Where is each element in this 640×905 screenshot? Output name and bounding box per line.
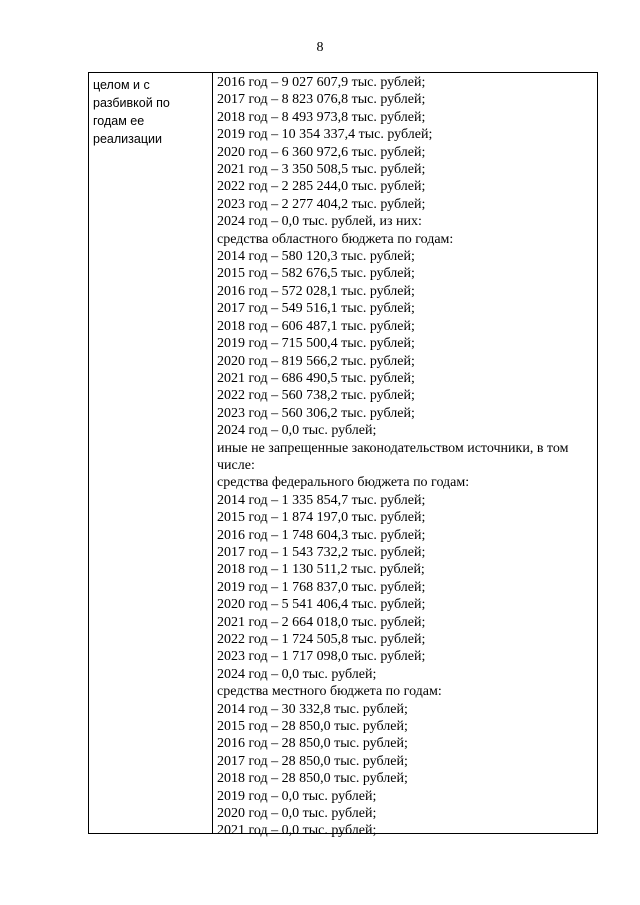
- value-line: 2014 год – 1 335 854,7 тыс. рублей;: [217, 492, 426, 508]
- value-line: 2016 год – 1 748 604,3 тыс. рублей;: [217, 527, 426, 543]
- value-line: 2022 год – 1 724 505,8 тыс. рублей;: [217, 632, 426, 647]
- value-line: 2020 год – 5 541 406,4 тыс. рублей;: [217, 597, 426, 613]
- value-line: 2020 год – 819 566,2 тыс. рублей;: [217, 353, 415, 369]
- value-line: 2019 год – 10 354 337,4 тыс. рублей;: [217, 127, 433, 143]
- value-line: 2021 год – 2 664 018,0 тыс. рублей;: [217, 614, 426, 630]
- value-line: 2020 год – 0,0 тыс. рублей;: [217, 806, 377, 822]
- funding-table: [88, 72, 598, 839]
- value-line: 2016 год – 572 028,1 тыс. рублей;: [217, 283, 415, 299]
- value-line: 2023 год – 560 306,2 тыс. рублей;: [217, 405, 415, 421]
- value-line: 2021 год – 686 490,5 тыс. рублей;: [217, 370, 415, 386]
- value-line: 2018 год – 1 130 511,2 тыс. рублей;: [217, 562, 425, 578]
- value-line: 2018 год – 28 850,0 тыс. рублей;: [217, 771, 408, 787]
- section-heading: средства местного бюджета по годам:: [217, 684, 442, 700]
- value-line: 2021 год – 3 350 508,5 тыс. рублей;: [217, 162, 426, 178]
- label-line: целом и с: [93, 78, 150, 92]
- label-line: годам ее: [93, 114, 145, 128]
- table-label-cell: [89, 73, 213, 833]
- value-line: 2017 год – 8 823 076,8 тыс. рублей;: [217, 92, 426, 108]
- value-line: 2019 год – 1 768 837,0 тыс. рублей;: [217, 579, 426, 595]
- value-line: 2021 год – 0,0 тыс. рублей;: [217, 823, 377, 839]
- value-line: 2015 год – 28 850,0 тыс. рублей;: [217, 719, 408, 735]
- table-value-cell: [213, 73, 597, 839]
- value-line: 2024 год – 0,0 тыс. рублей;: [217, 666, 377, 682]
- value-line: 2015 год – 582 676,5 тыс. рублей;: [217, 266, 415, 282]
- value-line: 2018 год – 606 487,1 тыс. рублей;: [217, 318, 415, 334]
- value-line: 2017 год – 549 516,1 тыс. рублей;: [217, 301, 415, 317]
- value-line: 2023 год – 1 717 098,0 тыс. рублей;: [217, 649, 426, 665]
- value-line: 2016 год – 28 850,0 тыс. рублей;: [217, 736, 408, 752]
- value-line: 2019 год – 0,0 тыс. рублей;: [217, 788, 377, 804]
- value-line: 2017 год – 28 850,0 тыс. рублей;: [217, 753, 408, 769]
- value-line: 2015 год – 1 874 197,0 тыс. рублей;: [217, 510, 426, 526]
- value-line: 2020 год – 6 360 972,6 тыс. рублей;: [217, 144, 426, 160]
- value-line: 2018 год – 8 493 973,8 тыс. рублей;: [217, 109, 426, 125]
- value-line: 2024 год – 0,0 тыс. рублей, из них:: [217, 214, 422, 230]
- value-line: 2014 год – 580 120,3 тыс. рублей;: [217, 249, 415, 265]
- section-heading: средства областного бюджета по годам:: [217, 231, 454, 247]
- value-line: 2017 год – 1 543 732,2 тыс. рублей;: [217, 544, 426, 560]
- value-line: 2022 год – 560 738,2 тыс. рублей;: [217, 388, 415, 404]
- label-line: реализации: [93, 132, 162, 146]
- section-heading: средства федерального бюджета по годам:: [217, 475, 470, 491]
- value-line: 2022 год – 2 285 244,0 тыс. рублей;: [217, 179, 426, 195]
- value-line: 2019 год – 715 500,4 тыс. рублей;: [217, 336, 415, 352]
- value-line: 2016 год – 9 027 607,9 тыс. рублей;: [217, 75, 426, 90]
- label-line: разбивкой по: [93, 96, 170, 110]
- value-line: 2014 год – 30 332,8 тыс. рублей;: [217, 701, 408, 717]
- value-line: 2023 год – 2 277 404,2 тыс. рублей;: [217, 196, 426, 212]
- section-heading: иные не запрещенные законодательством источники, в том числе:: [217, 440, 569, 473]
- page-number: 8: [316, 40, 324, 55]
- value-line: 2024 год – 0,0 тыс. рублей;: [217, 423, 377, 439]
